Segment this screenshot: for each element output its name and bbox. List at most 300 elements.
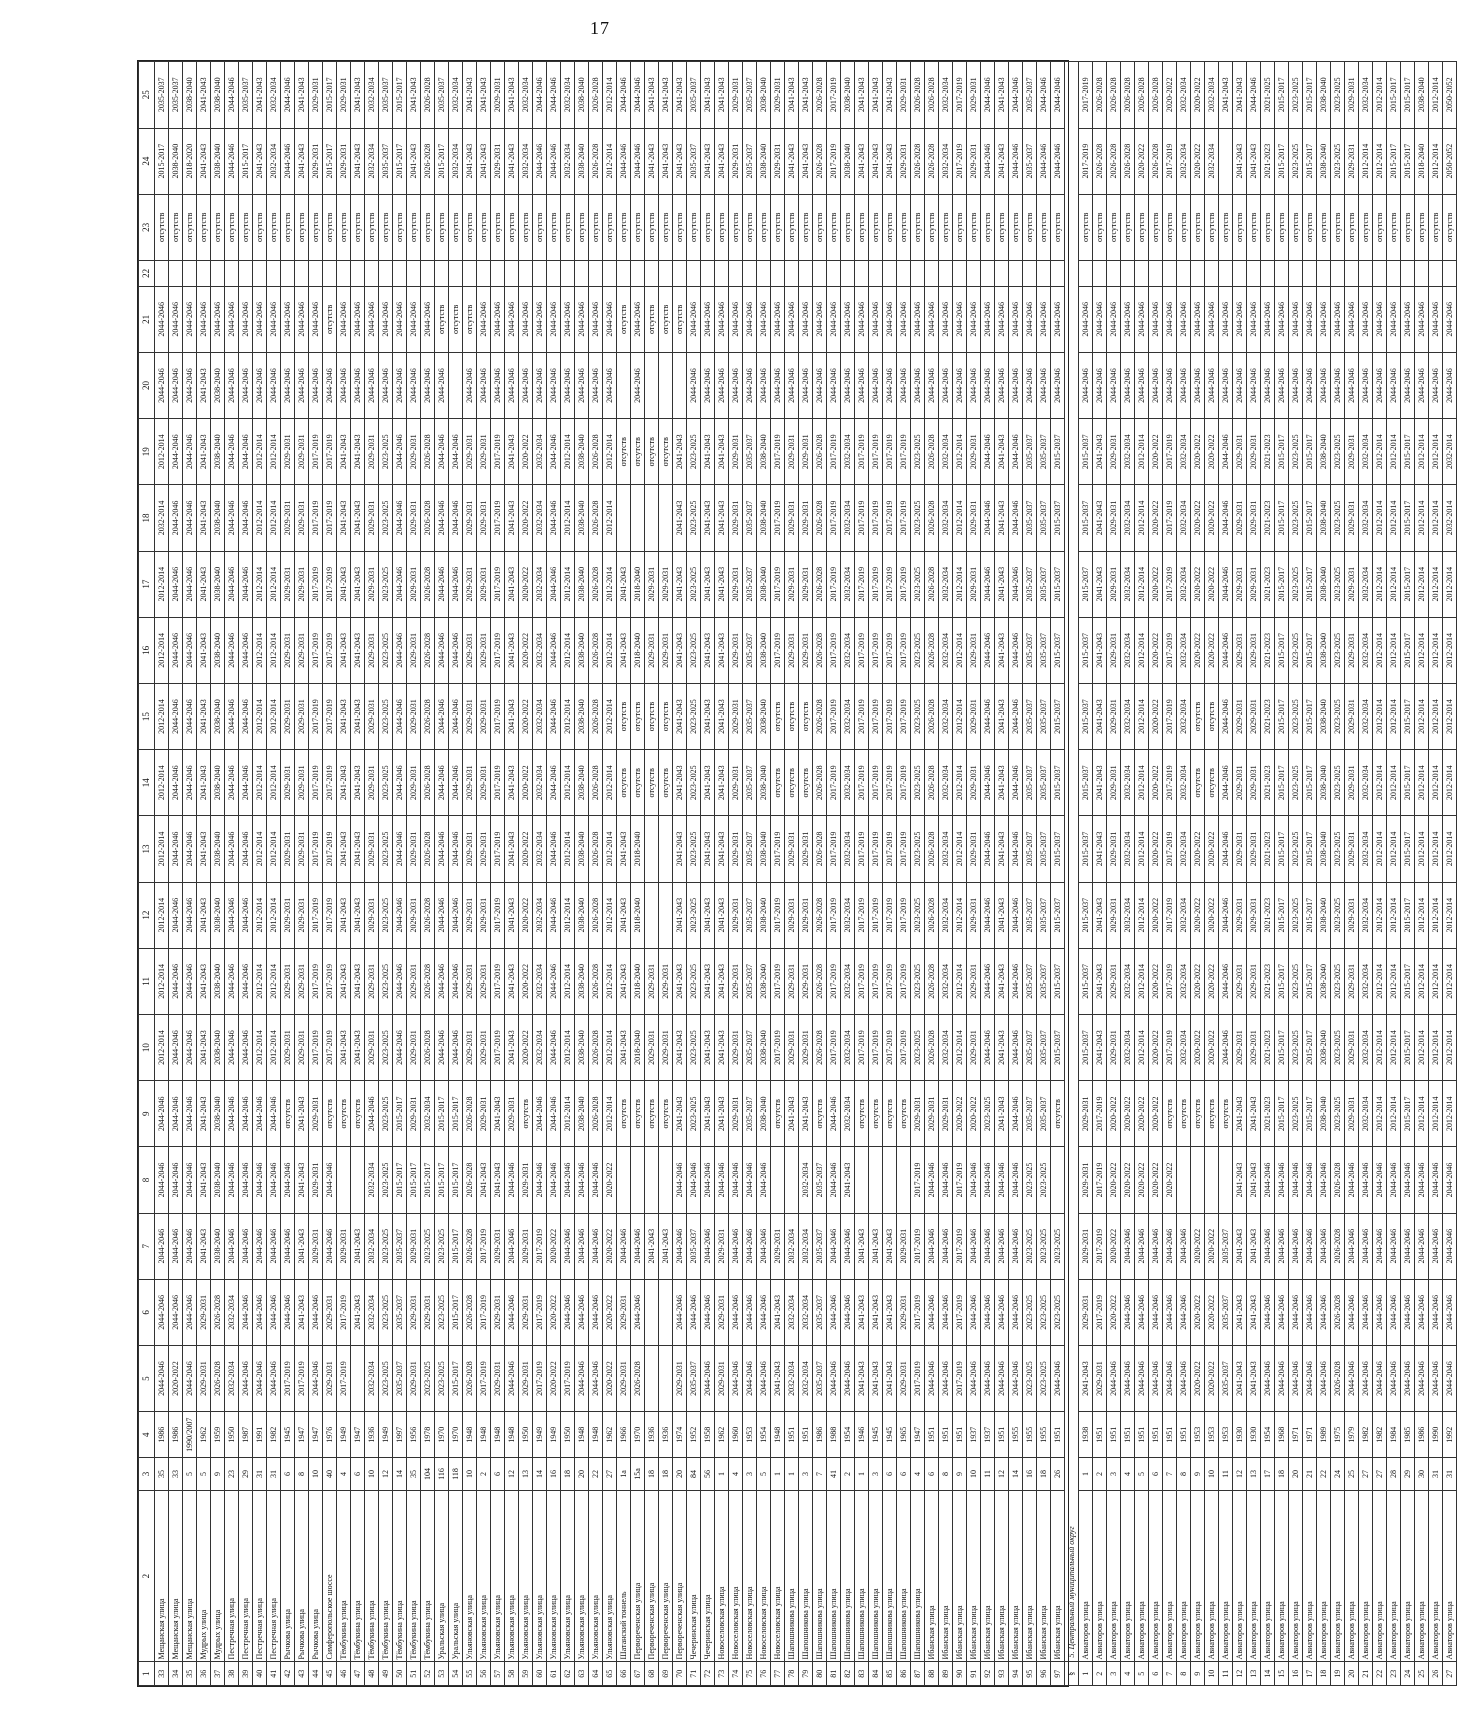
- table-cell: 2041-2043: [673, 948, 687, 1014]
- table-cell: 2032-2034: [365, 1213, 379, 1279]
- table-cell: 2017-2019: [477, 1279, 491, 1345]
- table-cell: 2044-2046: [925, 1213, 939, 1279]
- table-cell: 2044-2046: [995, 1147, 1009, 1213]
- table-cell: 2044-2046: [239, 1147, 253, 1213]
- table-cell: 2017-2019: [827, 882, 841, 948]
- table-cell: 2041-2043: [701, 551, 715, 617]
- table-cell: отсутств: [183, 194, 197, 260]
- table-cell: 2029-2031: [365, 419, 379, 485]
- table-cell: 2041-2043: [869, 62, 883, 129]
- table-cell: 2044-2046: [547, 816, 561, 882]
- table-cell: 2044-2046: [435, 617, 449, 683]
- table-cell: отсутств: [1275, 194, 1289, 260]
- table-cell: 2015-2017: [393, 62, 407, 129]
- row-number: 61: [547, 1662, 561, 1686]
- table-cell: 2026-2028: [1135, 62, 1149, 129]
- table-cell: 2015-2017: [393, 1147, 407, 1213]
- house-number: 16: [547, 1458, 561, 1491]
- table-cell: 2044-2046: [939, 286, 953, 352]
- table-cell: 2044-2046: [155, 286, 169, 352]
- table-cell: 2029-2031: [673, 1345, 687, 1411]
- table-cell: [505, 260, 519, 286]
- table-cell: 2044-2046: [869, 286, 883, 352]
- table-cell: 2044-2046: [575, 1279, 589, 1345]
- table-cell: 2029-2031: [365, 551, 379, 617]
- table-cell: 2038-2040: [757, 882, 771, 948]
- table-cell: 2017-2019: [309, 882, 323, 948]
- table-cell: 2017-2019: [337, 1345, 351, 1411]
- table-cell: 2041-2043: [505, 750, 519, 816]
- table-cell: 2029-2031: [407, 1345, 421, 1411]
- house-number: 18: [1275, 1458, 1289, 1491]
- table-cell: 2029-2031: [407, 948, 421, 1014]
- table-cell: 2044-2046: [925, 1147, 939, 1213]
- table-cell: 2041-2043: [673, 816, 687, 882]
- build-year: 1985: [1401, 1412, 1415, 1458]
- row-number: 57: [491, 1662, 505, 1686]
- table-cell: 2041-2043: [995, 128, 1009, 194]
- table-row: [435, 62, 449, 1686]
- table-cell: 2023-2025: [1331, 816, 1345, 882]
- street-name: Пестречная улица: [225, 1490, 239, 1662]
- table-cell: 2023-2025: [421, 1213, 435, 1279]
- table-cell: 2044-2046: [897, 352, 911, 418]
- table-cell: 2044-2046: [183, 816, 197, 882]
- table-cell: 2032-2034: [939, 882, 953, 948]
- table-cell: 2041-2043: [351, 551, 365, 617]
- table-cell: 2041-2043: [197, 816, 211, 882]
- table-cell: 2044-2046: [1359, 1213, 1373, 1279]
- table-cell: 2012-2014: [1443, 1014, 1457, 1080]
- build-year: 1951: [1177, 1412, 1191, 1458]
- table-cell: 2044-2046: [869, 352, 883, 418]
- build-year: 1948: [505, 1412, 519, 1458]
- table-row: [253, 62, 267, 1686]
- table-cell: 2026-2028: [925, 750, 939, 816]
- table-cell: 2026-2028: [463, 1147, 477, 1213]
- table-cell: 2044-2046: [1219, 816, 1233, 882]
- table-cell: 2015-2017: [393, 128, 407, 194]
- table-cell: 2044-2046: [1023, 286, 1037, 352]
- build-year: 1987: [239, 1412, 253, 1458]
- table-cell: 2044-2046: [967, 352, 981, 418]
- house-number: 28: [1387, 1458, 1401, 1491]
- table-cell: отсутств: [197, 194, 211, 260]
- table-cell: [939, 260, 953, 286]
- table-cell: 2041-2043: [715, 485, 729, 551]
- table-cell: [617, 352, 631, 418]
- table-cell: 2035-2037: [435, 62, 449, 129]
- street-name: Авиаторов улица: [1191, 1490, 1205, 1662]
- street-name: Ибанская улица: [1051, 1490, 1065, 1662]
- row-number: 72: [701, 1662, 715, 1686]
- table-cell: 2044-2046: [435, 551, 449, 617]
- table-cell: 2044-2046: [1443, 1345, 1457, 1411]
- table-cell: 2017-2019: [911, 1213, 925, 1279]
- table-cell: 2041-2043: [701, 128, 715, 194]
- table-cell: 2041-2043: [701, 683, 715, 749]
- table-cell: 2012-2014: [155, 1014, 169, 1080]
- table-cell: 2044-2046: [953, 352, 967, 418]
- table-cell: 2035-2037: [743, 128, 757, 194]
- table-row: [561, 62, 575, 1686]
- table-cell: 2044-2046: [1009, 1213, 1023, 1279]
- table-cell: 2044-2046: [547, 419, 561, 485]
- house-number: 22: [589, 1458, 603, 1491]
- table-cell: 2012-2014: [1373, 419, 1387, 485]
- table-cell: 2020-2022: [1107, 1147, 1121, 1213]
- table-cell: отсутств: [659, 419, 673, 485]
- row-number: 79: [799, 1662, 813, 1686]
- table-cell: 2029-2031: [645, 551, 659, 617]
- table-cell: отсутств: [981, 194, 995, 260]
- table-cell: [1289, 260, 1303, 286]
- table-cell: 2012-2014: [155, 750, 169, 816]
- table-cell: 2020-2022: [1149, 816, 1163, 882]
- row-number: 69: [659, 1662, 673, 1686]
- table-cell: 2041-2043: [505, 816, 519, 882]
- table-cell: 2012-2014: [1429, 882, 1443, 948]
- street-name: Шапошникова улица: [855, 1490, 869, 1662]
- table-cell: 2044-2046: [631, 128, 645, 194]
- street-name: Первореченская улица: [659, 1490, 673, 1662]
- table-cell: 2032-2034: [841, 617, 855, 683]
- build-year: 1947: [295, 1412, 309, 1458]
- row-number: 83: [855, 1662, 869, 1686]
- table-cell: 2032-2034: [799, 1279, 813, 1345]
- table-cell: 2017-2019: [491, 419, 505, 485]
- table-cell: 2041-2043: [673, 617, 687, 683]
- table-cell: 2035-2037: [813, 1279, 827, 1345]
- table-cell: 2038-2040: [211, 750, 225, 816]
- table-cell: 2017-2019: [1093, 1147, 1107, 1213]
- build-year: 1970: [631, 1412, 645, 1458]
- table-cell: [267, 260, 281, 286]
- build-year: 1970: [435, 1412, 449, 1458]
- table-cell: 2041-2043: [673, 62, 687, 129]
- table-cell: [673, 352, 687, 418]
- table-cell: 2044-2046: [967, 1147, 981, 1213]
- table-cell: 2015-2017: [449, 1279, 463, 1345]
- table-cell: 2044-2046: [939, 352, 953, 418]
- table-cell: 2020-2022: [967, 1081, 981, 1147]
- build-year: 1930: [1233, 1412, 1247, 1458]
- table-cell: 2029-2031: [519, 1345, 533, 1411]
- table-cell: 2020-2022: [547, 1279, 561, 1345]
- house-number: 11: [1219, 1458, 1233, 1491]
- table-cell: [169, 260, 183, 286]
- table-cell: 2044-2046: [743, 1213, 757, 1279]
- table-cell: 2029-2031: [1107, 485, 1121, 551]
- table-cell: 2017-2019: [309, 419, 323, 485]
- table-cell: 2044-2046: [169, 1279, 183, 1345]
- table-cell: 2029-2031: [365, 617, 379, 683]
- table-cell: 2020-2022: [1191, 485, 1205, 551]
- row-number: 82: [841, 1662, 855, 1686]
- table-cell: отсутств: [785, 750, 799, 816]
- table-cell: 2032-2034: [939, 683, 953, 749]
- table-cell: 2044-2046: [1261, 1213, 1275, 1279]
- table-cell: 2012-2014: [1415, 948, 1429, 1014]
- table-cell: 2015-2037: [1079, 882, 1093, 948]
- house-number: 6: [1149, 1458, 1163, 1491]
- table-cell: 2029-2031: [1107, 551, 1121, 617]
- row-number: 14: [1261, 1662, 1275, 1686]
- table-cell: 2017-2019: [309, 485, 323, 551]
- column-header: 16: [139, 617, 155, 683]
- table-cell: 2044-2046: [1443, 352, 1457, 418]
- table-cell: 2026-2028: [925, 617, 939, 683]
- table-cell: 2017-2019: [883, 750, 897, 816]
- table-cell: [155, 260, 169, 286]
- table-row: [799, 62, 813, 1686]
- table-cell: 2023-2025: [1289, 882, 1303, 948]
- table-cell: 2029-2031: [281, 816, 295, 882]
- table-cell: 2041-2043: [715, 551, 729, 617]
- table-cell: [1177, 1147, 1191, 1213]
- table-cell: 2029-2031: [729, 1081, 743, 1147]
- table-cell: 2012-2014: [253, 948, 267, 1014]
- table-cell: 2035-2037: [743, 419, 757, 485]
- table-cell: 2012-2014: [603, 1081, 617, 1147]
- build-year: 1997: [393, 1412, 407, 1458]
- table-cell: 2029-2031: [1107, 1014, 1121, 1080]
- table-cell: 2038-2040: [575, 485, 589, 551]
- table-cell: 2029-2031: [463, 485, 477, 551]
- table-cell: 2029-2031: [365, 1014, 379, 1080]
- table-cell: 2038-2040: [169, 128, 183, 194]
- table-cell: 2015-2017: [323, 62, 337, 129]
- table-cell: 2041-2043: [995, 750, 1009, 816]
- table-cell: 2041-2043: [351, 1014, 365, 1080]
- table-cell: отсутств: [617, 1081, 631, 1147]
- table-cell: 2023-2025: [1331, 419, 1345, 485]
- table-cell: [337, 1147, 351, 1213]
- column-header: 1: [139, 1662, 155, 1686]
- table-cell: 2041-2043: [659, 1213, 673, 1279]
- table-cell: 2044-2046: [239, 1345, 253, 1411]
- house-number: 16: [1023, 1458, 1037, 1491]
- street-name: Новоселовская улица: [757, 1490, 771, 1662]
- table-cell: 2044-2046: [1331, 352, 1345, 418]
- table-cell: [1093, 260, 1107, 286]
- street-name: Мещанская улица: [155, 1490, 169, 1662]
- table-cell: 2044-2046: [393, 551, 407, 617]
- table-cell: 2017-2019: [869, 551, 883, 617]
- table-cell: 2020-2022: [1191, 419, 1205, 485]
- table-cell: 2035-2037: [1023, 485, 1037, 551]
- table-cell: 2029-2031: [1107, 750, 1121, 816]
- table-cell: 2044-2046: [225, 1147, 239, 1213]
- table-cell: 2029-2031: [309, 1213, 323, 1279]
- table-cell: 2044-2046: [1219, 352, 1233, 418]
- table-cell: 2044-2046: [225, 419, 239, 485]
- table-cell: 2038-2040: [575, 816, 589, 882]
- table-cell: 2023-2025: [1023, 1279, 1037, 1345]
- table-cell: 2044-2046: [995, 286, 1009, 352]
- row-number: 59: [519, 1662, 533, 1686]
- table-cell: 2017-2019: [1093, 1279, 1107, 1345]
- table-cell: 2026-2028: [421, 816, 435, 882]
- build-year: 1936: [645, 1412, 659, 1458]
- table-cell: [1023, 260, 1037, 286]
- table-cell: 2044-2046: [225, 882, 239, 948]
- table-cell: 2020-2022: [1135, 1147, 1149, 1213]
- table-cell: 2026-2028: [813, 948, 827, 1014]
- table-cell: отсутств: [1415, 194, 1429, 260]
- table-cell: отсутств: [449, 194, 463, 260]
- table-cell: 2015-2017: [1401, 1014, 1415, 1080]
- table-cell: 2032-2034: [365, 62, 379, 129]
- table-cell: 2012-2014: [603, 617, 617, 683]
- table-cell: отсутств: [379, 194, 393, 260]
- table-cell: 2015-2017: [1275, 816, 1289, 882]
- table-cell: 2017-2019: [897, 683, 911, 749]
- table-cell: 2015-2017: [1303, 551, 1317, 617]
- street-name: Авиаторов улица: [1345, 1490, 1359, 1662]
- table-cell: отсутств: [911, 194, 925, 260]
- table-cell: 2029-2031: [295, 485, 309, 551]
- table-cell: 2044-2046: [981, 551, 995, 617]
- table-row: [1359, 62, 1373, 1686]
- table-cell: 2029-2031: [771, 62, 785, 129]
- table-cell: 2044-2046: [1247, 62, 1261, 129]
- table-cell: 2012-2014: [603, 551, 617, 617]
- table-cell: 2023-2025: [1289, 419, 1303, 485]
- table-cell: 2029-2031: [1345, 551, 1359, 617]
- table-cell: 2044-2046: [1387, 1345, 1401, 1411]
- table-cell: 2017-2019: [323, 882, 337, 948]
- build-year: 1991: [253, 1412, 267, 1458]
- table-cell: [869, 260, 883, 286]
- table-cell: 2012-2014: [1373, 816, 1387, 882]
- table-cell: 2029-2031: [729, 419, 743, 485]
- table-cell: 2044-2046: [1219, 551, 1233, 617]
- table-cell: 2021-2023: [1261, 1081, 1275, 1147]
- build-year: 1951: [1149, 1412, 1163, 1458]
- row-number: 94: [1009, 1662, 1023, 1686]
- table-cell: 2044-2046: [1009, 948, 1023, 1014]
- build-year: 1951: [1135, 1412, 1149, 1458]
- table-cell: [659, 1345, 673, 1411]
- house-number: 14: [533, 1458, 547, 1491]
- table-cell: [645, 882, 659, 948]
- table-cell: 2044-2046: [183, 1081, 197, 1147]
- table-cell: 2020-2022: [519, 485, 533, 551]
- table-cell: 2044-2046: [827, 1213, 841, 1279]
- table-cell: [1219, 128, 1233, 194]
- table-cell: 2032-2034: [841, 1081, 855, 1147]
- table-cell: 2029-2031: [281, 1014, 295, 1080]
- table-cell: 2029-2031: [463, 750, 477, 816]
- table-row: [757, 62, 771, 1686]
- table-cell: 2012-2014: [1373, 948, 1387, 1014]
- table-cell: отсутств: [519, 194, 533, 260]
- table-cell: отсутств: [631, 194, 645, 260]
- table-cell: [1261, 260, 1275, 286]
- table-cell: 2044-2046: [267, 1147, 281, 1213]
- table-cell: 2041-2043: [1093, 419, 1107, 485]
- table-cell: 2044-2046: [589, 286, 603, 352]
- table-cell: 2029-2031: [421, 1279, 435, 1345]
- table-cell: 2026-2028: [589, 617, 603, 683]
- table-cell: 2044-2046: [575, 286, 589, 352]
- row-number: 74: [729, 1662, 743, 1686]
- row-number: 20: [1345, 1662, 1359, 1686]
- table-cell: 2012-2014: [1373, 1014, 1387, 1080]
- table-cell: отсутств: [1233, 194, 1247, 260]
- table-cell: 2026-2028: [925, 419, 939, 485]
- table-cell: 2029-2031: [617, 1345, 631, 1411]
- table-cell: 2044-2046: [225, 683, 239, 749]
- house-number: 6: [883, 1458, 897, 1491]
- table-cell: 2035-2037: [1037, 816, 1051, 882]
- table-cell: 2044-2046: [407, 286, 421, 352]
- table-cell: [1009, 260, 1023, 286]
- table-cell: отсутств: [281, 194, 295, 260]
- house-number: 1: [785, 1458, 799, 1491]
- table-cell: 2032-2034: [1359, 485, 1373, 551]
- table-cell: 2023-2025: [911, 485, 925, 551]
- table-row: [827, 62, 841, 1686]
- table-cell: 2029-2031: [309, 1081, 323, 1147]
- table-cell: отсутств: [1219, 1081, 1233, 1147]
- table-cell: отсутств: [1163, 1081, 1177, 1147]
- table-cell: 2035-2037: [687, 1213, 701, 1279]
- table-cell: 2023-2025: [1331, 882, 1345, 948]
- table-cell: 2017-2019: [337, 1279, 351, 1345]
- table-cell: 2017-2019: [911, 1345, 925, 1411]
- street-name: Ибанская улица: [1037, 1490, 1051, 1662]
- table-cell: 2026-2028: [421, 1014, 435, 1080]
- table-cell: 2044-2046: [225, 617, 239, 683]
- table-cell: 2038-2040: [1317, 816, 1331, 882]
- table-cell: 2017-2019: [827, 485, 841, 551]
- table-cell: 2012-2014: [1387, 1081, 1401, 1147]
- table-cell: отсутств: [1107, 194, 1121, 260]
- table-cell: 2017-2019: [533, 1213, 547, 1279]
- table-cell: 2029-2031: [197, 1345, 211, 1411]
- table-cell: 2017-2019: [897, 816, 911, 882]
- table-cell: 2023-2025: [687, 750, 701, 816]
- table-row: [463, 62, 477, 1686]
- table-cell: 2041-2043: [505, 882, 519, 948]
- row-number: 13: [1247, 1662, 1261, 1686]
- table-cell: 2044-2046: [1009, 683, 1023, 749]
- table-cell: 2044-2046: [589, 352, 603, 418]
- table-cell: 2023-2025: [379, 1014, 393, 1080]
- table-cell: 2023-2025: [1051, 1213, 1065, 1279]
- table-cell: 2023-2025: [435, 1213, 449, 1279]
- table-cell: 2044-2046: [169, 683, 183, 749]
- table-cell: 2026-2028: [589, 683, 603, 749]
- table-cell: 2041-2043: [505, 617, 519, 683]
- table-cell: 2012-2014: [1135, 948, 1149, 1014]
- table-cell: 2026-2028: [421, 750, 435, 816]
- table-cell: 2012-2014: [1415, 419, 1429, 485]
- table-cell: 2044-2046: [1163, 352, 1177, 418]
- table-cell: 2038-2040: [211, 128, 225, 194]
- table-cell: 2044-2046: [1219, 882, 1233, 948]
- table-cell: 2044-2046: [547, 1147, 561, 1213]
- table-cell: 2044-2046: [1359, 1279, 1373, 1345]
- house-number: 10: [967, 1458, 981, 1491]
- table-cell: 2038-2040: [211, 683, 225, 749]
- table-cell: 2044-2046: [701, 1345, 715, 1411]
- table-cell: 2044-2046: [449, 750, 463, 816]
- table-cell: 2015-2017: [1401, 1081, 1415, 1147]
- table-cell: [953, 260, 967, 286]
